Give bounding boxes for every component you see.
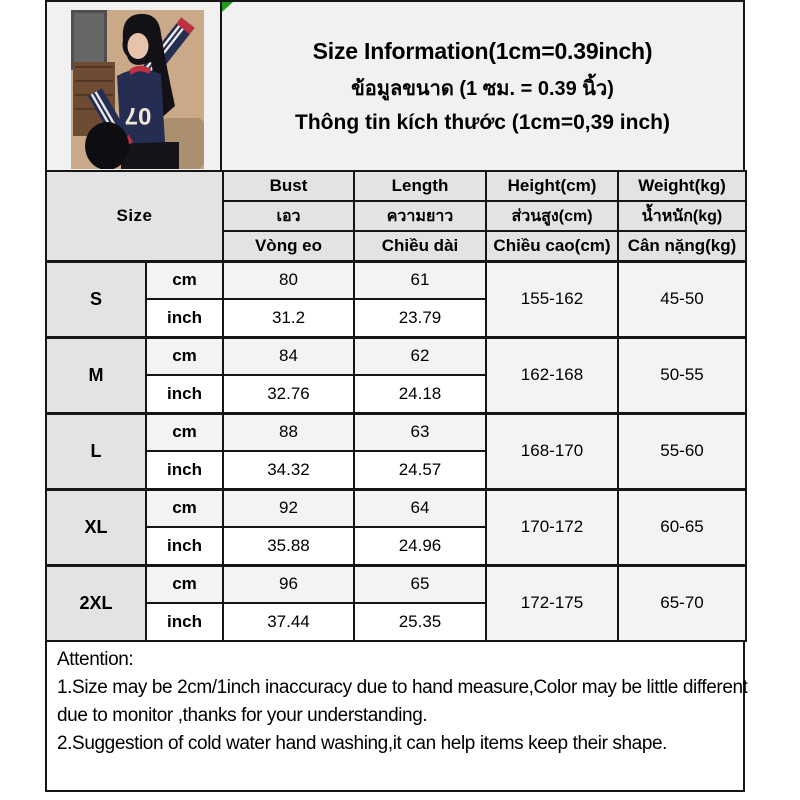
attention-note-1-cont: due to monitor ,thanks for your understanding. [57,705,428,726]
attention-note-1: 1.Size may be 2cm/1inch inaccuracy due to hand measure,Color may be little different [57,677,748,698]
bust-inch-value: 31.2 [223,299,354,337]
unit-cell-cm: cm [146,261,223,299]
col-header-height-en: Height(cm) [486,171,618,201]
height-value: 170-172 [486,489,618,565]
size-header: Size [46,171,223,261]
table-row-2xl-cm [46,565,746,603]
title-thai: ข้อมูลขนาด (1 ซม. = 0.39 นิ้ว) [351,77,614,100]
size-cell: S [46,261,146,337]
unit-cell-inch: inch [146,527,223,565]
product-photo-cell [47,2,222,170]
title-block [222,2,743,170]
height-value: 162-168 [486,337,618,413]
length-cm-value: 63 [354,413,486,451]
weight-value: 45-50 [618,261,746,337]
product-photo-illustration [71,10,204,169]
bust-cm-value: 92 [223,489,354,527]
bust-cm-value: 84 [223,337,354,375]
col-header-weight-en: Weight(kg) [618,171,746,201]
unit-cell-cm: cm [146,489,223,527]
length-inch-value: 25.35 [354,603,486,641]
length-inch-value: 24.96 [354,527,486,565]
length-cm-value: 62 [354,337,486,375]
top-section [45,0,745,170]
attention-note-2: 2.Suggestion of cold water hand washing,it can help items keep their shape. [57,733,668,754]
length-inch-value: 24.57 [354,451,486,489]
shirt-number-print: 07 [124,102,152,129]
col-header-height-th: ส่วนสูง(cm) [486,201,618,231]
unit-cell-inch: inch [146,375,223,413]
weight-value: 50-55 [618,337,746,413]
bust-inch-value: 32.76 [223,375,354,413]
length-cm-value: 61 [354,261,486,299]
unit-cell-inch: inch [146,451,223,489]
bust-cm-value: 88 [223,413,354,451]
col-header-length-en: Length [354,171,486,201]
title-vietnamese: Thông tin kích thước (1cm=0,39 inch) [295,110,670,134]
height-value: 155-162 [486,261,618,337]
table-row-l-cm [46,413,746,451]
bust-cm-value: 96 [223,565,354,603]
length-cm-value: 65 [354,565,486,603]
length-inch-value: 23.79 [354,299,486,337]
product-photo [71,10,204,169]
col-header-weight-vi: Cân nặng(kg) [618,231,746,261]
table-row-s-cm [46,261,746,299]
weight-value: 55-60 [618,413,746,489]
header-row-english [46,171,746,201]
green-corner-marker [222,2,233,12]
bust-cm-value: 80 [223,261,354,299]
col-header-length-th: ความยาว [354,201,486,231]
unit-cell-cm: cm [146,413,223,451]
height-value: 168-170 [486,413,618,489]
col-header-height-vi: Chiều cao(cm) [486,231,618,261]
weight-value: 60-65 [618,489,746,565]
height-value: 172-175 [486,565,618,641]
bust-inch-value: 34.32 [223,451,354,489]
weight-value: 65-70 [618,565,746,641]
col-header-bust-th: เอว [223,201,354,231]
title-english: Size Information(1cm=0.39inch) [312,37,653,64]
table-row-xl-cm [46,489,746,527]
bust-inch-value: 37.44 [223,603,354,641]
size-cell: L [46,413,146,489]
col-header-length-vi: Chiều dài [354,231,486,261]
col-header-bust-en: Bust [223,171,354,201]
attention-heading: Attention: [57,649,134,670]
col-header-weight-th: น้ำหนัก(kg) [618,201,746,231]
unit-cell-inch: inch [146,299,223,337]
attention-box [45,642,748,792]
size-table [45,170,747,642]
size-cell: M [46,337,146,413]
col-header-bust-vi: Vòng eo [223,231,354,261]
size-cell: XL [46,489,146,565]
size-chart-panel [45,0,748,792]
unit-cell-cm: cm [146,337,223,375]
unit-cell-inch: inch [146,603,223,641]
size-cell: 2XL [46,565,146,641]
bust-inch-value: 35.88 [223,527,354,565]
unit-cell-cm: cm [146,565,223,603]
table-row-m-cm [46,337,746,375]
length-inch-value: 24.18 [354,375,486,413]
length-cm-value: 64 [354,489,486,527]
